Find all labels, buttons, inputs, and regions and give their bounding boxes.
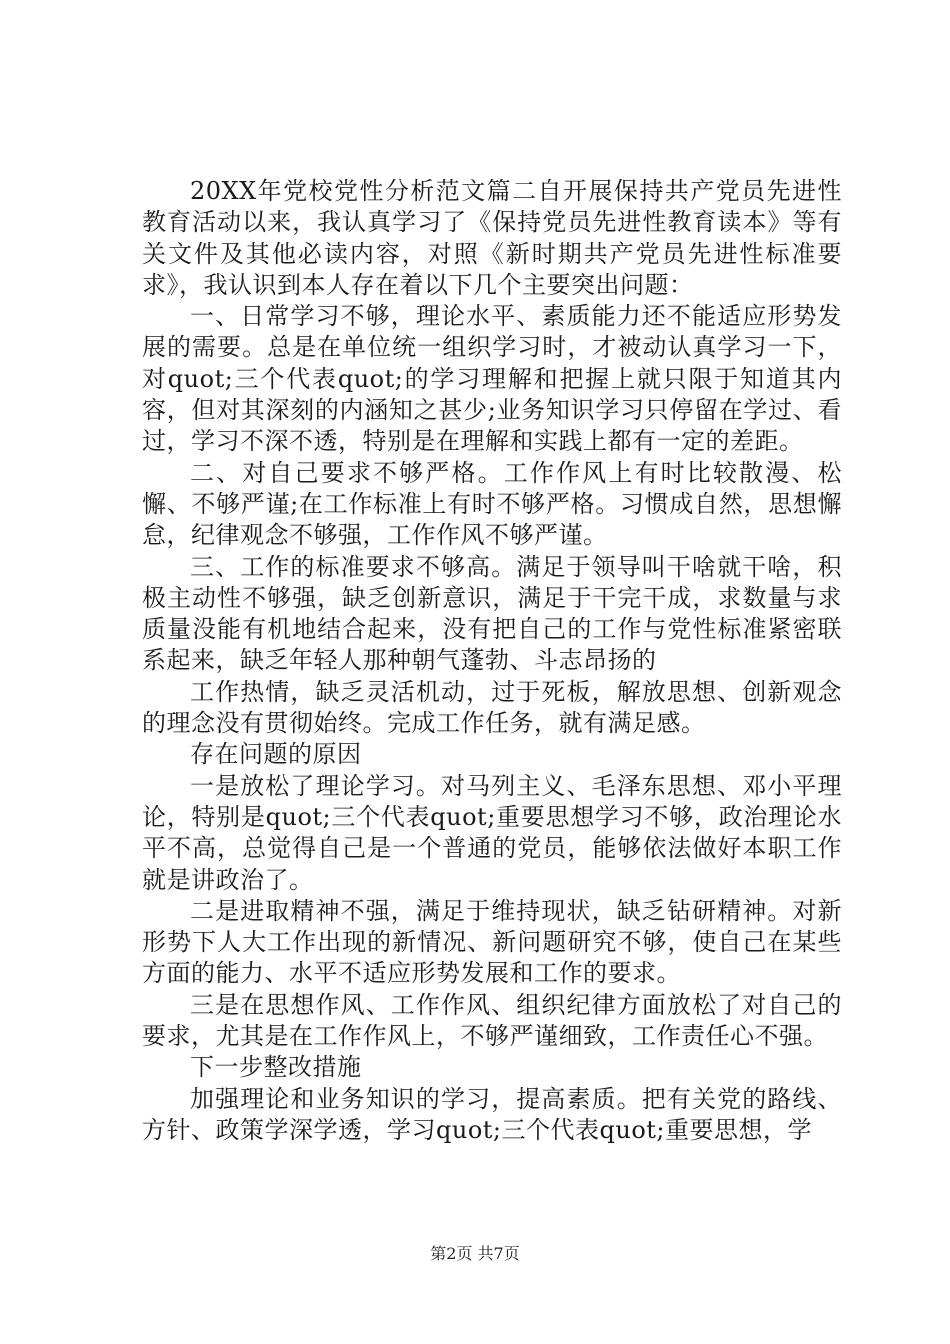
paragraph-cause-2: 二是进取精神不强，满足于维持现状，缺乏钻研精神。对新形势下人大工作出现的新情况、新问题研究不够，使自己在某些方面的能力、水平不适应形势发展和工作的要求。 xyxy=(142,896,842,988)
paragraph-problem-2: 二、对自己要求不够严格。工作作风上有时比较散漫、松懈、不够严谨;在工作标准上有时不够严格。习惯成自然，思想懈怠，纪律观念不够强，工作作风不够严谨。 xyxy=(142,458,842,550)
paragraph-intro: 20XX年党校党性分析范文篇二自开展保持共产党员先进性教育活动以来，我认真学习了《保持党员先进性教育读本》等有关文件及其他必读内容，对照《新时期共产党员先进性标准要求》，我认识到本人存在着以下几个主要突出问题： xyxy=(142,177,842,299)
paragraph-cause-1: 一是放松了理论学习。对马列主义、毛泽东思想、邓小平理论，特别是quot;三个代表quot;重要思想学习不够，政治理论水平不高，总觉得自己是一个普通的党员，能够依法做好本职工作就是讲政治了。 xyxy=(142,771,842,894)
document-body xyxy=(142,176,842,1146)
paragraph-measure-1: 加强理论和业务知识的学习，提高素质。把有关党的路线、方针、政策学深学透，学习quot;三个代表quot;重要思想，学 xyxy=(142,1084,842,1144)
paragraph-cause-3: 三是在思想作风、工作作风、组织纪律方面放松了对自己的要求，尤其是在工作作风上，不够严谨细致，工作责任心不强。 xyxy=(142,990,842,1051)
section-heading-measures: 下一步整改措施 xyxy=(190,1053,362,1082)
paragraph-problem-3: 三、工作的标准要求不够高。满足于领导叫干啥就干啥，积极主动性不够强，缺乏创新意识，满足于干完干成，求数量与求质量没能有机地结合起来，没有把自己的工作与党性标准紧密联系起来，缺乏年轻人那种朝气蓬勃、斗志昂扬的 xyxy=(142,552,842,675)
page-number-footer: 第2页 共7页 xyxy=(430,1244,520,1263)
section-heading-causes: 存在问题的原因 xyxy=(190,740,362,769)
paragraph-problem-3-cont: 工作热情，缺乏灵活机动，过于死板，解放思想、创新观念的理念没有贯彻始终。完成工作任务，就有满足感。 xyxy=(142,677,842,738)
paragraph-problem-1: 一、日常学习不够，理论水平、素质能力还不能适应形势发展的需要。总是在单位统一组织学习时，才被动认真学习一下，对quot;三个代表quot;的学习理解和把握上就只限于知道其内容，但对其深刻的内涵知之甚少;业务知识学习只停留在学过、看过，学习不深不透，特别是在理解和实践上都有一定的差距。 xyxy=(142,302,842,456)
